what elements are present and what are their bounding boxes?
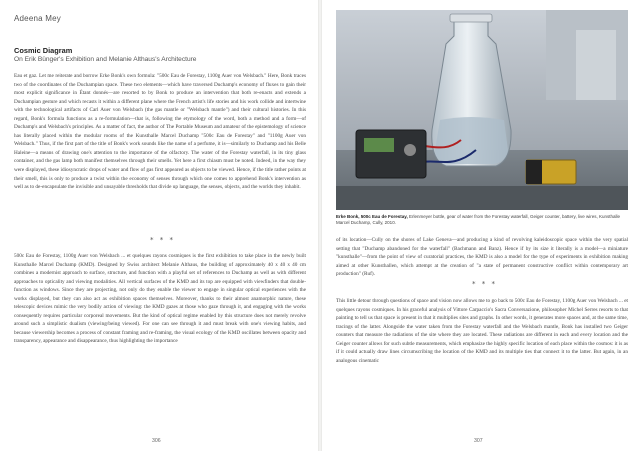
page-number-right: 307: [474, 438, 483, 444]
section-separator: * * *: [150, 236, 175, 244]
caption-lead: Erke Bonk, 500c Eau de Forestay,: [336, 214, 408, 219]
body-paragraph-3: of its location—Cully on the shores of Lake Geneva—and producing a kind of revolving kaleidoscopic space within the very spatial setting that "Duchamp abandoned for the waterfall" (Bachmann and Banz). Hence if by its size it literally is a model—a miniature "kunsthalle"—from the point of view of curatorial practices, the KMD is also a model for the type of experiments in exhibition making aimed at other Kunsthallen, which attempt at the creation of "a state of permanent constructive conflict within contemporary art production" (Ruf).: [336, 237, 628, 278]
page-number-left: 306: [152, 438, 161, 444]
article-title: Cosmic Diagram: [14, 46, 73, 55]
caption-text: Erlenmeyer bottle, gear of water from the Forestay waterfall, Geiger counter, battery, live wires, Kunsthalle Marcel Duchamp, Cully, 2010.: [336, 214, 620, 226]
section-separator-right: * * *: [472, 280, 497, 288]
photo-illustration: [336, 10, 628, 210]
running-header-author: Adeena Mey: [14, 14, 61, 23]
photo-caption: [336, 214, 628, 226]
article-subtitle: On Erik Bünger's Exhibition and Melanie Althaus's Architecture: [14, 56, 197, 63]
body-paragraph-4: This little detour through questions of space and vision now allows me to go back to 500c Eau de Forestay, 1100g Auer von Welsbach ... et quelques rayons cosmiques. In his graceful analysis of Vittore Carpaccio's Sacra Conversazione, philosopher Michel Serres resorts to that painting to tell us that space is present in that it multiplies sites and graphs. In other words, it generates more spaces and, at the same time, tracings of the latter. Alongside the water taken from the Forestay waterfall and the Welsbach mantle, Bonk has installed two Geiger counters that measure the radiations of the site where they are located. These radiations are different in each and every location and the Geiger counter allows for such subtle measurements, which emphasize the highly specific location of each place within the cosmos: it is as if it could actually draw lines circumscribing the location of the KMD and its multiple ties that connect it to the latter. But again, in an analogous cinematic: [336, 298, 628, 364]
body-paragraph-2: 500c Eau de Forestay, 1100g Auer von Welsbach ... et quelques rayons cosmiques is the first exhibition to take place in the newly built Kunsthalle Marcel Duchamp (KMD). Designed by Swiss architect Melanie Althaus, the building of approximately 40 x 40 x 40 cm combines a modernist approach to surface, structure, and function with a playful set of references to Duchamp as well as with different approaches to opticality and viewing modalities. All vertical surfaces of the KMD and its top are equipped with viewfinders that double-function as windows. Since they are projecting, not only do they enable the viewer to engage in singular optical experiences with the works displayed, but they can also act as exhibition spaces themselves. Moreover, thanks to their almost anamorphic nature, these telescopic devices mimic the very bodily action of viewing: the KMD gazes at those who gaze through it, and engaging with the works consequently requires particular corporeal movements. But the kind of optical regime enabled by this structure does not merely revolve around such a simplistic dualism (viewing/being viewed). For one can see through it and must break with one's viewing habits, and because viewership becomes a process of constant framing and re-framing, the visual ecology of the KMD oscillates between opacity and transparency, appearance and disappearance, thus highlighting the importance: [14, 253, 306, 345]
right-page: [322, 0, 640, 451]
left-page: [0, 0, 318, 451]
body-paragraph-1: Eau et gaz. Let me reiterate and borrow Erke Bonk's own formula: "500c Eau de Forestay, 1100g Auer von Welsbach." Here, Bonk traces two of the coordinates of the Duchampian space. These two elements—which have traversed Duchamp's economy of fluxes to gain their most explicit significance in Étant donnés—are resorted to by Bonk to produce an intervention that both re-enacts and extends a Duchampian gesture and which recasts it within a different plane where the French artist's life stories and his work collide and intertwine with the technological artifacts of Carl Auer von Welsbach (the gas mantle or "Welsbach mantle") and their cultural histories. In this regard, Bonk's formula functions as a re-formulation—that is, following the etymology of the word, both a method and a form—of Duchamp's and Welsbach's principles. As a matter of fact, the author of The Portable Museum and amateur of the epistemology of science has literally placed within the modular rooms of the Kunsthalle Marcel Duchamp "500c Eau de Forestay" and "1100g Auer von Welsbach." Thus, if the first part of the title of Bonk's work sounds like the name of a perfume, it is—similarly to Duchamp and his Belle Haleine—a means of drawing one's attention to the importance of the olfactory. The water of the Forestay waterfall, in its tiny glass container, and the gas lamp both manifest themselves through their smells. Yet here a first chiasm must be noted. Indeed, in the way they were displayed, these idiosyncratic drops of water and flow of gas first appeared as objects to be viewed. Hence, if the title rather points at their smell, this is only to produce a twist within the economy of senses through which one comes to apprehend Bonk's intervention as well as to de-encapsulate the invisible and unsayable thresholds that divide up language, the senses, objects, and the worlds they inhabit.: [14, 73, 306, 191]
exhibition-photo: [336, 10, 628, 210]
